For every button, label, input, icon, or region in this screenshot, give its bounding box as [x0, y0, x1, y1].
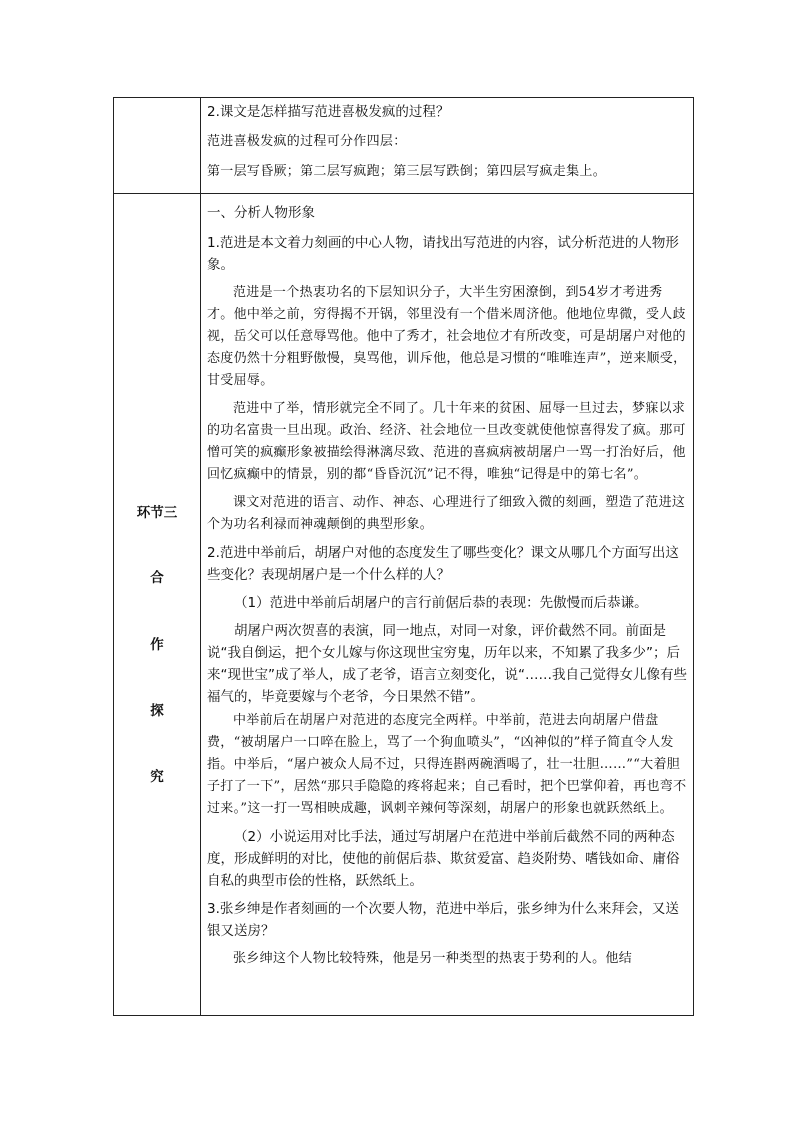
table-row [114, 194, 694, 1016]
content-cell [201, 98, 694, 194]
lesson-plan-table [113, 97, 694, 1016]
stage-cell-empty [114, 98, 201, 194]
table-row [114, 98, 694, 194]
stage-char: 合 [150, 570, 164, 586]
answer-layers: 第一层写昏厥；第二层写疯跑；第三层写跌倒；第四层写疯走集上。 [207, 164, 607, 179]
stage-char: 作 [150, 637, 164, 653]
section-heading: 一、分析人物形象 [207, 205, 315, 221]
question-text: 2.课文是怎样描写范进喜极发疯的过程？ [207, 104, 450, 120]
answer-intro: 范进喜极发疯的过程可分作四层： [207, 134, 407, 149]
content-cell [201, 194, 694, 1016]
answer-paragraph: 范进是一个热衷功名的下层知识分子，大半生穷困潦倒，到54岁才考进秀才。他中举之前，穷得揭不开锅，邻里没有一个借米周济他。他地位卑微，受人歧视，岳父可以任意辱骂他。他中了秀才，社会地位才有所改变，可是胡屠户对他的态度仍然十分粗野傲慢，臭骂他，训斥他，他总是习惯的“唯唯连声”，逆来顺受，甘受屈辱。 [207, 285, 687, 388]
answer-paragraph: 课文对范进的语言、动作、神态、心理进行了细致入微的刻画，塑造了范进这个为功名利禄而神魂颠倒的典型形象。 [207, 495, 686, 532]
answer-paragraph: 胡屠户两次贺喜的表演，同一地点，对同一对象，评价截然不同。前面是说“我自倒运，把个女儿嫁与你这现世宝穷鬼，历年以来，不知累了我多少”；后来“现世宝”成了举人，成了老爷，语言立刻变化，说“……我自己觉得女儿像有些福气的，毕竟要嫁与个老爷，今日果然不错”。 [207, 623, 687, 705]
answer-paragraph: 张乡绅这个人物比较特殊，他是另一种类型的热衷于势利的人。他结 [233, 951, 633, 966]
stage-cell [114, 194, 201, 1016]
answer-paragraph: 范进中了举，情形就完全不同了。几十年来的贫困、屈辱一旦过去，梦寐以求的功名富贵一旦出现。政治、经济、社会地位一旦改变就使他惊喜得发了疯。那可憎可笑的疯癫形象被描绘得淋漓尽致、范进的喜疯病被胡屠户一骂一打治好后，他回忆疯癫中的情景，别的都“昏昏沉沉”记不得，唯独“记得是中的第七名”。 [207, 401, 686, 482]
answer-point: （1）范进中举前后胡屠户的言行前倨后恭的表现：先傲慢而后恭谦。 [234, 595, 648, 611]
answer-point: （2）小说运用对比手法，通过写胡屠户在范进中举前后截然不同的两种态度，形成鲜明的对比，使他的前倨后恭、欺贫爱富、趋炎附势、嗜钱如命、庸俗自私的典型市侩的性格，跃然纸上。 [207, 829, 680, 889]
stage-title: 环节三 [136, 505, 178, 521]
question-text: 2.范进中举前后，胡屠户对他的态度发生了哪些变化？课文从哪几个方面写出这些变化？表现胡屠户是一个什么样的人？ [207, 545, 679, 583]
answer-paragraph: 中举前后在胡屠户对范进的态度完全两样。中举前，范进去向胡屠户借盘费，“被胡屠户一口啐在脸上，骂了一个狗血喷头”，“凶神似的”样子简直令人发指。中举后，“屠户被众人局不过，只得连斟两碗酒喝了，壮一壮胆……”“大着胆子打了一下”，居然“那只手隐隐的疼将起来；自己看时，把个巴掌仰着，再也弯不过来。”这一打一骂相映成趣，讽刺辛辣何等深刻，胡屠户的形象也就跃然纸上。 [207, 713, 687, 816]
question-text: 3.张乡绅是作者刻画的一个次要人物，范进中举后，张乡绅为什么来拜会，又送银又送房？ [207, 901, 679, 939]
question-text: 1.范进是本文着力刻画的中心人物，请找出写范进的内容，试分析范进的人物形象。 [207, 235, 679, 273]
stage-char: 探 [150, 703, 164, 719]
stage-char: 究 [150, 769, 164, 785]
